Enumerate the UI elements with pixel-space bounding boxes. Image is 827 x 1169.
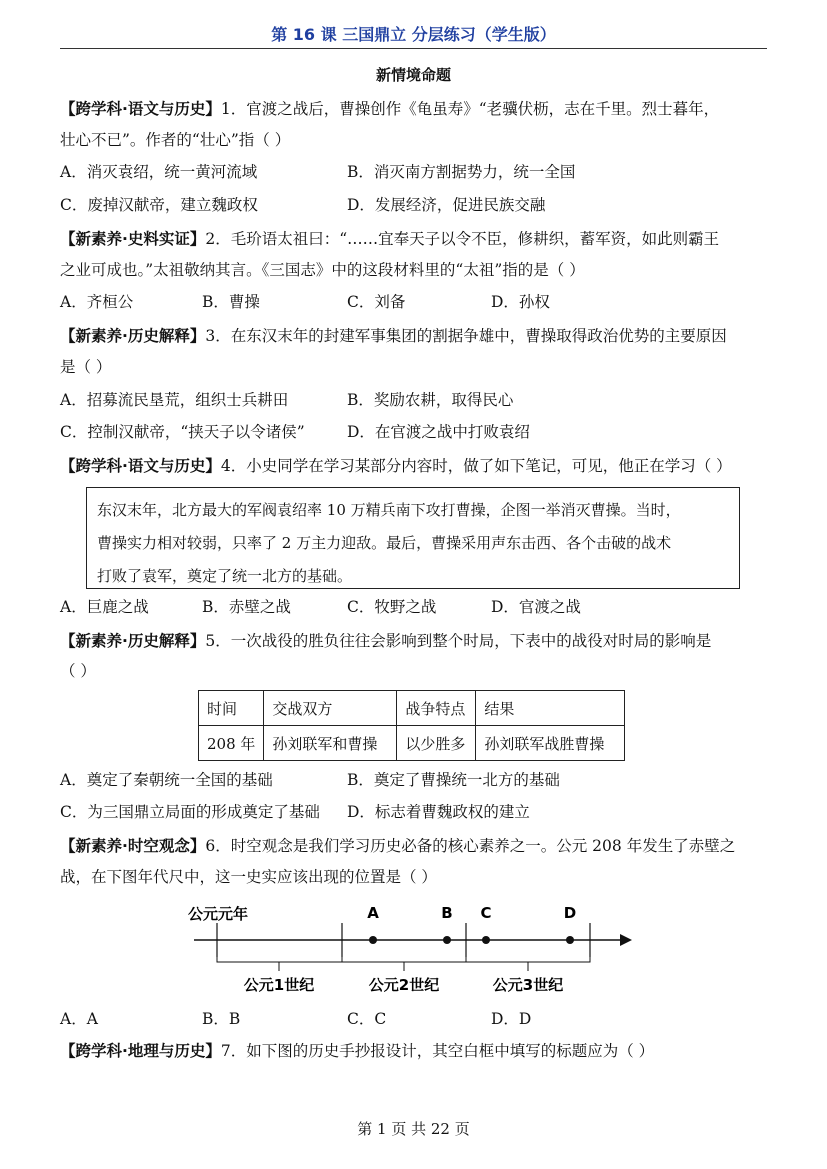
question-6-option-b: B．B	[202, 1010, 241, 1028]
question-4-line-1: 【跨学科·语文与历史】4．小史同学在学习某部分内容时，做了如下笔记，可见，他正在学习（ ）	[60, 457, 732, 475]
question-7-tag: 【跨学科·地理与历史】	[60, 1042, 221, 1060]
question-6-option-d: D．D	[491, 1010, 532, 1028]
study-note-box	[86, 487, 740, 589]
timeline-label-d: D	[563, 904, 577, 922]
question-6-tag: 【新素养·时空观念】	[60, 837, 206, 855]
century-2-label: 公元2世纪	[368, 976, 440, 994]
table-header-row	[199, 691, 625, 726]
table-cell: 以少胜多	[397, 726, 476, 761]
question-7-line-1: 【跨学科·地理与历史】7．如下图的历史手抄报设计，其空白框中填写的标题应为（ ）	[60, 1042, 655, 1060]
question-1-option-c: C．废掉汉献帝，建立魏政权	[60, 196, 258, 214]
battle-table	[198, 690, 625, 761]
timeline-label-c: C	[480, 904, 492, 922]
timeline-point-a	[369, 936, 377, 944]
question-5-line-2: （ ）	[60, 662, 96, 680]
title-divider	[60, 48, 767, 49]
table-cell: 孙刘联军战胜曹操	[476, 726, 625, 761]
question-2-line-1: 【新素养·史料实证】2．毛玠语太祖曰：“……宜奉天子以令不臣，修耕织，蓄军资，如此则霸王	[60, 230, 720, 248]
question-1-option-d: D．发展经济，促进民族交融	[347, 196, 546, 214]
question-5-option-b: B．奠定了曹操统一北方的基础	[347, 771, 560, 789]
section-title: 新情境命题	[375, 66, 451, 84]
table-header-cell: 战争特点	[397, 691, 476, 726]
question-3-option-c: C．控制汉献帝，“挟天子以令诸侯”	[60, 423, 305, 441]
century-2-bracket	[342, 957, 466, 962]
table-row	[199, 726, 625, 761]
question-2-option-d: D．孙权	[491, 293, 550, 311]
page-number: 第 1 页 共 22 页	[357, 1120, 470, 1138]
table-cell: 208 年	[199, 726, 264, 761]
question-2-option-b: B．曹操	[202, 293, 260, 311]
question-1-option-b: B．消灭南方割据势力，统一全国	[347, 163, 576, 181]
question-2-option-c: C．刘备	[347, 293, 406, 311]
question-3-line-2: 是（ ）	[60, 358, 112, 376]
question-1-option-a: A．消灭袁绍，统一黄河流域	[60, 163, 258, 181]
table-header-cell: 结果	[476, 691, 625, 726]
question-5-option-d: D．标志着曹魏政权的建立	[347, 803, 530, 821]
question-1-tag: 【跨学科·语文与历史】	[60, 100, 221, 118]
century-1-bracket	[217, 957, 342, 962]
question-4-option-d: D．官渡之战	[491, 598, 581, 616]
century-3-label: 公元3世纪	[492, 976, 564, 994]
study-note-line: 曹操实力相对较弱，只率了 2 万主力迎敌。最后，曹操采用声东击西、各个击破的战术	[97, 534, 672, 552]
question-4-tag: 【跨学科·语文与历史】	[60, 457, 221, 475]
question-6-option-c: C．C	[347, 1010, 387, 1028]
question-2-tag: 【新素养·史料实证】	[60, 230, 206, 248]
question-2-line-2: 之业可成也。”太祖敬纳其言。《三国志》中的这段材料里的“太祖”指的是（ ）	[60, 261, 585, 279]
question-5-option-c: C．为三国鼎立局面的形成奠定了基础	[60, 803, 320, 821]
century-1-label: 公元1世纪	[243, 976, 315, 994]
timeline-point-c	[482, 936, 490, 944]
study-note-line: 打败了袁军，奠定了统一北方的基础。	[97, 567, 353, 585]
table-header-cell: 时间	[199, 691, 264, 726]
question-3-option-a: A．招募流民垦荒，组织士兵耕田	[60, 391, 289, 409]
timeline-point-d	[566, 936, 574, 944]
question-2-option-a: A．齐桓公	[60, 293, 134, 311]
question-5-tag: 【新素养·历史解释】	[60, 632, 206, 650]
century-3-bracket	[466, 957, 590, 962]
question-3-tag: 【新素养·历史解释】	[60, 327, 206, 345]
question-3-option-b: B．奖励农耕，取得民心	[347, 391, 514, 409]
table-header-cell: 交战双方	[264, 691, 397, 726]
timeline-start-label: 公元元年	[188, 905, 249, 923]
question-3-line-1: 【新素养·历史解释】3．在东汉末年的封建军事集团的割据争雄中，曹操取得政治优势的主要原因	[60, 327, 727, 345]
study-note-line: 东汉末年，北方最大的军阀袁绍率 10 万精兵南下攻打曹操，企图一举消灭曹操。当时，	[97, 501, 681, 519]
question-4-option-c: C．牧野之战	[347, 598, 437, 616]
question-3-option-d: D．在官渡之战中打败袁绍	[347, 423, 530, 441]
question-1-line-1: 【跨学科·语文与历史】1．官渡之战后，曹操创作《龟虽寿》“老骥伏枥，志在千里。烈士暮年，	[60, 100, 720, 118]
question-6-line-1: 【新素养·时空观念】6．时空观念是我们学习历史必备的核心素养之一。公元 208 年发生了赤壁之	[60, 837, 736, 855]
timeline-label-b: B	[441, 904, 453, 922]
question-6-option-a: A．A	[60, 1010, 98, 1028]
question-5-option-a: A．奠定了秦朝统一全国的基础	[60, 771, 273, 789]
page-title: 第 16 课 三国鼎立 分层练习（学生版）	[271, 25, 556, 44]
timeline-ruler	[180, 895, 650, 1000]
question-1-line-2: 壮心不已”。作者的“壮心”指（ ）	[60, 131, 291, 149]
question-4-option-b: B．赤壁之战	[202, 598, 291, 616]
timeline-point-b	[443, 936, 451, 944]
question-5-line-1: 【新素养·历史解释】5．一次战役的胜负往往会影响到整个时局，下表中的战役对时局的影响是	[60, 632, 712, 650]
timeline-label-a: A	[367, 904, 379, 922]
question-4-option-a: A．巨鹿之战	[60, 598, 149, 616]
question-6-line-2: 战，在下图年代尺中，这一史实应该出现的位置是（ ）	[60, 868, 437, 886]
timeline-arrow-icon	[620, 934, 632, 946]
table-cell: 孙刘联军和曹操	[264, 726, 397, 761]
